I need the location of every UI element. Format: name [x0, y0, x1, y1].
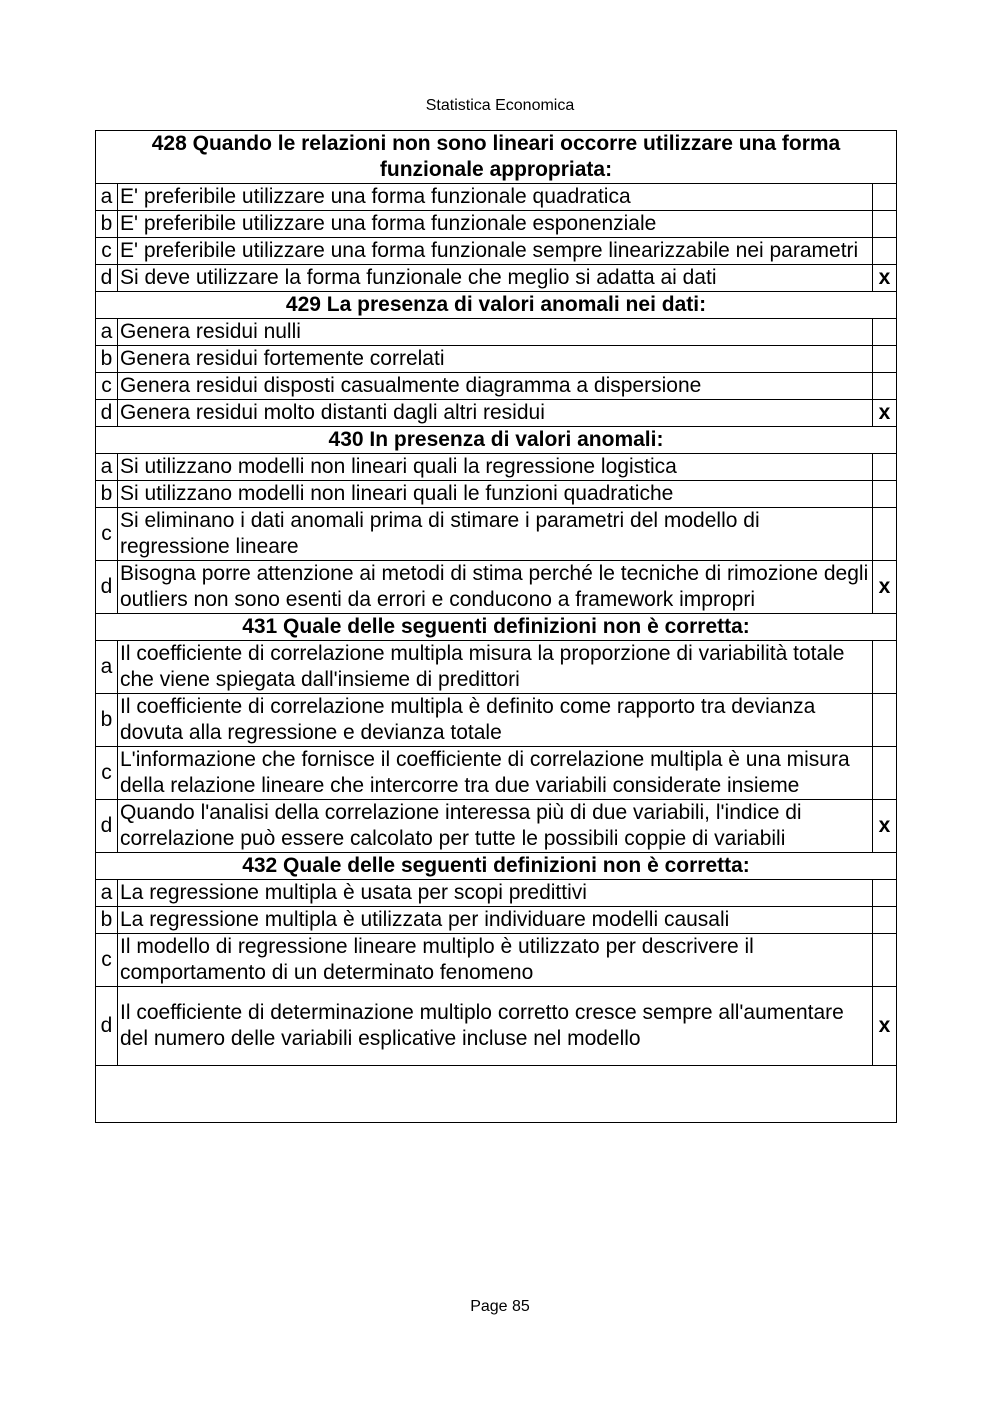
- option-letter: a: [96, 641, 118, 694]
- option-row: [96, 373, 897, 400]
- answer-mark: [872, 934, 896, 987]
- option-letter: a: [96, 454, 118, 481]
- quiz-table: [95, 130, 897, 1123]
- page-number: Page 85: [470, 1298, 530, 1315]
- option-text: Genera residui disposti casualmente diagramma a dispersione: [118, 373, 873, 400]
- option-letter: a: [96, 319, 118, 346]
- option-text: Il modello di regressione lineare multiplo è utilizzato per descrivere il comportamento di un determinato fenomeno: [118, 934, 873, 987]
- question-title: 430 In presenza di valori anomali:: [96, 427, 897, 454]
- question-title: 431 Quale delle seguenti definizioni non è corretta:: [96, 614, 897, 641]
- option-text: E' preferibile utilizzare una forma funzionale quadratica: [118, 184, 873, 211]
- option-letter: d: [96, 561, 118, 614]
- answer-mark: x: [872, 987, 896, 1066]
- option-text: Si deve utilizzare la forma funzionale che meglio si adatta ai dati: [118, 265, 873, 292]
- option-text: Quando l'analisi della correlazione interessa più di due variabili, l'indice di correlazione può essere calcolato per tutte le possibili coppie di variabili: [118, 800, 873, 853]
- option-text: La regressione multipla è utilizzata per individuare modelli causali: [118, 907, 873, 934]
- option-row: [96, 934, 897, 987]
- answer-mark: [872, 508, 896, 561]
- empty-cell: [96, 1066, 897, 1123]
- empty-row: [96, 1066, 897, 1123]
- option-row: [96, 747, 897, 800]
- option-row: [96, 694, 897, 747]
- answer-mark: [872, 747, 896, 800]
- option-text: E' preferibile utilizzare una forma funzionale esponenziale: [118, 211, 873, 238]
- option-text: Bisogna porre attenzione ai metodi di stima perché le tecniche di rimozione degli outliers non sono esenti da errori e conducono a framework impropri: [118, 561, 873, 614]
- answer-mark: [872, 694, 896, 747]
- option-letter: c: [96, 238, 118, 265]
- option-letter: b: [96, 346, 118, 373]
- option-letter: d: [96, 400, 118, 427]
- page-header-title: Statistica Economica: [425, 97, 575, 114]
- answer-mark: [872, 211, 896, 238]
- option-row: [96, 454, 897, 481]
- question-row: [96, 131, 897, 184]
- option-letter: c: [96, 373, 118, 400]
- option-letter: d: [96, 800, 118, 853]
- option-row: [96, 184, 897, 211]
- answer-mark: [872, 641, 896, 694]
- option-row: [96, 641, 897, 694]
- option-letter: c: [96, 747, 118, 800]
- answer-mark: x: [872, 265, 896, 292]
- answer-mark: x: [872, 561, 896, 614]
- answer-mark: [872, 319, 896, 346]
- option-row: [96, 238, 897, 265]
- option-letter: a: [96, 184, 118, 211]
- answer-mark: [872, 907, 896, 934]
- option-text: E' preferibile utilizzare una forma funzionale sempre linearizzabile nei parametri: [118, 238, 873, 265]
- option-row: [96, 265, 897, 292]
- option-letter: b: [96, 211, 118, 238]
- option-letter: d: [96, 987, 118, 1066]
- option-letter: c: [96, 508, 118, 561]
- answer-mark: [872, 481, 896, 508]
- option-row: [96, 800, 897, 853]
- option-letter: b: [96, 694, 118, 747]
- option-text: Il coefficiente di correlazione multipla misura la proporzione di variabilità totale che viene spiegata dall'insieme di predittori: [118, 641, 873, 694]
- option-text: Il coefficiente di determinazione multiplo corretto cresce sempre all'aumentare del numero delle variabili esplicative incluse nel modello: [118, 987, 873, 1066]
- question-row: [96, 853, 897, 880]
- question-row: [96, 292, 897, 319]
- question-row: [96, 427, 897, 454]
- option-row: [96, 907, 897, 934]
- question-title: 428 Quando le relazioni non sono lineari occorre utilizzare una forma funzionale appropriata:: [96, 131, 897, 184]
- option-row: [96, 211, 897, 238]
- answer-mark: [872, 373, 896, 400]
- option-row: [96, 319, 897, 346]
- option-row: [96, 880, 897, 907]
- option-text: L'informazione che fornisce il coefficiente di correlazione multipla è una misura della relazione lineare che intercorre tra due variabili considerate insieme: [118, 747, 873, 800]
- option-row: [96, 400, 897, 427]
- option-text: Genera residui fortemente correlati: [118, 346, 873, 373]
- option-text: Si eliminano i dati anomali prima di stimare i parametri del modello di regressione lineare: [118, 508, 873, 561]
- option-text: Si utilizzano modelli non lineari quali la regressione logistica: [118, 454, 873, 481]
- answer-mark: [872, 880, 896, 907]
- answer-mark: [872, 238, 896, 265]
- answer-mark: [872, 184, 896, 211]
- question-title: 429 La presenza di valori anomali nei dati:: [96, 292, 897, 319]
- option-row: [96, 987, 897, 1066]
- option-row: [96, 508, 897, 561]
- question-title: 432 Quale delle seguenti definizioni non è corretta:: [96, 853, 897, 880]
- option-letter: c: [96, 934, 118, 987]
- answer-mark: x: [872, 400, 896, 427]
- answer-mark: [872, 454, 896, 481]
- question-row: [96, 614, 897, 641]
- option-row: [96, 346, 897, 373]
- option-letter: b: [96, 481, 118, 508]
- option-text: Il coefficiente di correlazione multipla è definito come rapporto tra devianza dovuta alla regressione e devianza totale: [118, 694, 873, 747]
- option-letter: d: [96, 265, 118, 292]
- answer-mark: [872, 346, 896, 373]
- option-text: Genera residui molto distanti dagli altri residui: [118, 400, 873, 427]
- option-text: Genera residui nulli: [118, 319, 873, 346]
- option-row: [96, 561, 897, 614]
- option-letter: b: [96, 907, 118, 934]
- option-text: La regressione multipla è usata per scopi predittivi: [118, 880, 873, 907]
- answer-mark: x: [872, 800, 896, 853]
- option-letter: a: [96, 880, 118, 907]
- option-row: [96, 481, 897, 508]
- option-text: Si utilizzano modelli non lineari quali le funzioni quadratiche: [118, 481, 873, 508]
